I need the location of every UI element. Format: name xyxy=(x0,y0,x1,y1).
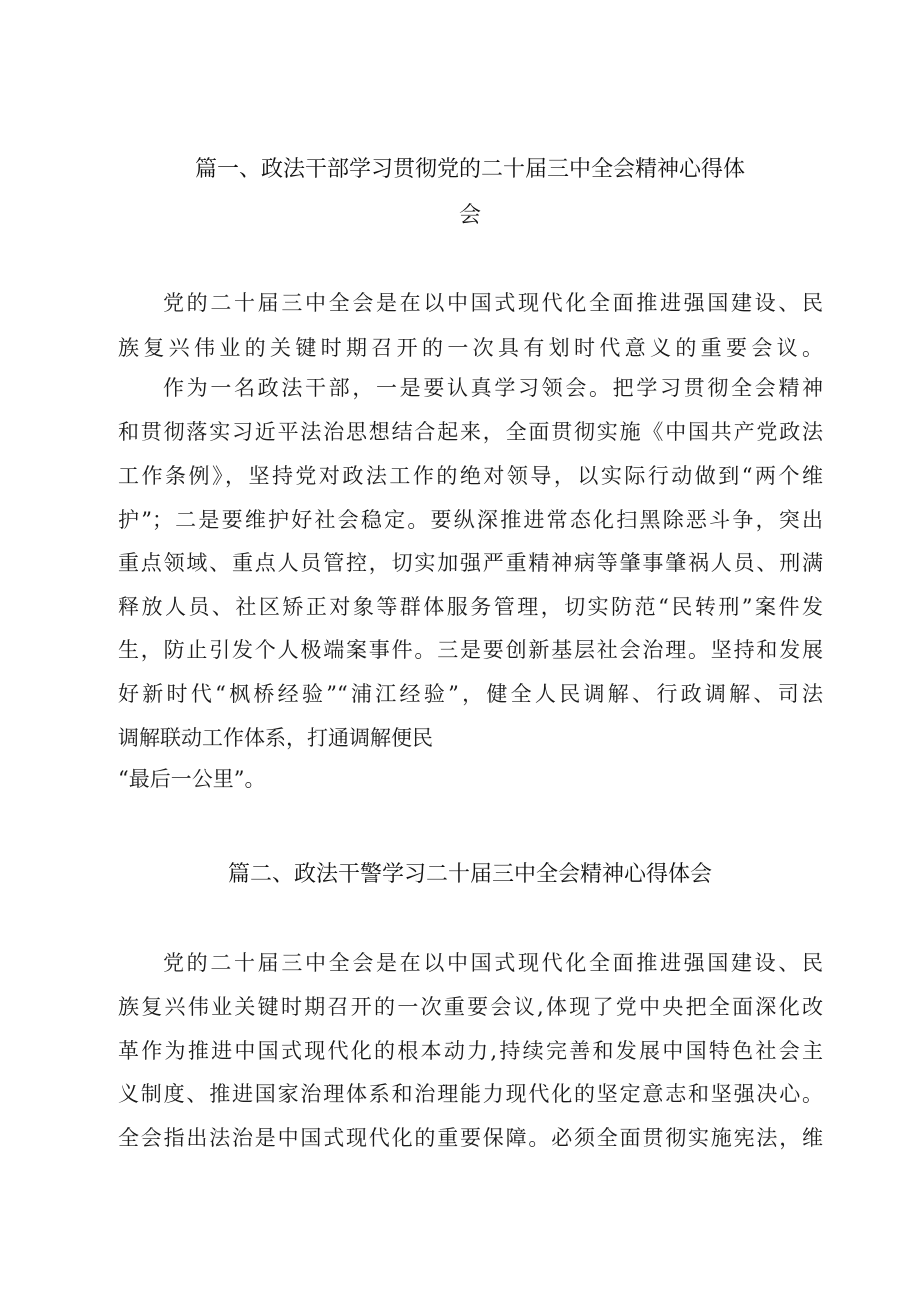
paragraph-line: 释放人员、社区矫正对象等群体服务管理，切实防范“民转刑”案件发 xyxy=(118,595,823,619)
paragraph-line: 族复兴伟业关键时期召开的一次重要会议,体现了党中央把全面深化改 xyxy=(118,995,823,1019)
paragraph-line: 党的二十届三中全会是在以中国式现代化全面推进强国建设、民 xyxy=(163,951,823,975)
paragraph-line: 党的二十届三中全会是在以中国式现代化全面推进强国建设、民 xyxy=(163,291,823,315)
paragraph-line: 重点领域、重点人员管控，切实加强严重精神病等肇事肇祸人员、刑满 xyxy=(118,551,823,575)
paragraph-line: 全会指出法治是中国式现代化的重要保障。必须全面贯彻实施宪法，维 xyxy=(118,1126,823,1150)
paragraph-line: 护”；二是要维护好社会稳定。要纵深推进常态化扫黑除恶斗争，突出 xyxy=(118,508,823,532)
paragraph-line: 族复兴伟业的关键时期召开的一次具有划时代意义的重要会议。 xyxy=(118,336,823,360)
section2-title: 篇二、政法干警学习二十届三中全会精神心得体会 xyxy=(227,862,712,887)
paragraph-line: 革作为推进中国式现代化的根本动力,持续完善和发展中国特色社会主 xyxy=(118,1039,823,1063)
paragraph-line: “最后一公里”。 xyxy=(118,767,266,791)
paragraph-line: 生，防止引发个人极端案事件。三是要创新基层社会治理。坚持和发展 xyxy=(118,638,823,662)
section1-title-line1: 篇一、政法干部学习贯彻党的二十届三中全会精神心得体 xyxy=(194,157,745,182)
paragraph-line: 义制度、推进国家治理体系和治理能力现代化的坚定意志和坚强决心。 xyxy=(118,1082,823,1106)
paragraph-line: 和贯彻落实习近平法治思想结合起来，全面贯彻实施《中国共产党政法 xyxy=(118,420,823,444)
paragraph-line: 作为一名政法干部，一是要认真学习领会。把学习贯彻全会精神 xyxy=(163,376,823,400)
paragraph-line: 工作条例》，坚持党对政法工作的绝对领导，以实际行动做到“两个维 xyxy=(118,464,823,488)
section1-title-line2: 会 xyxy=(458,203,481,228)
paragraph-line: 好新时代“枫桥经验”“浦江经验”，健全人民调解、行政调解、司法 xyxy=(118,682,823,706)
paragraph-line: 调解联动工作体系，打通调解便民 xyxy=(118,726,433,750)
